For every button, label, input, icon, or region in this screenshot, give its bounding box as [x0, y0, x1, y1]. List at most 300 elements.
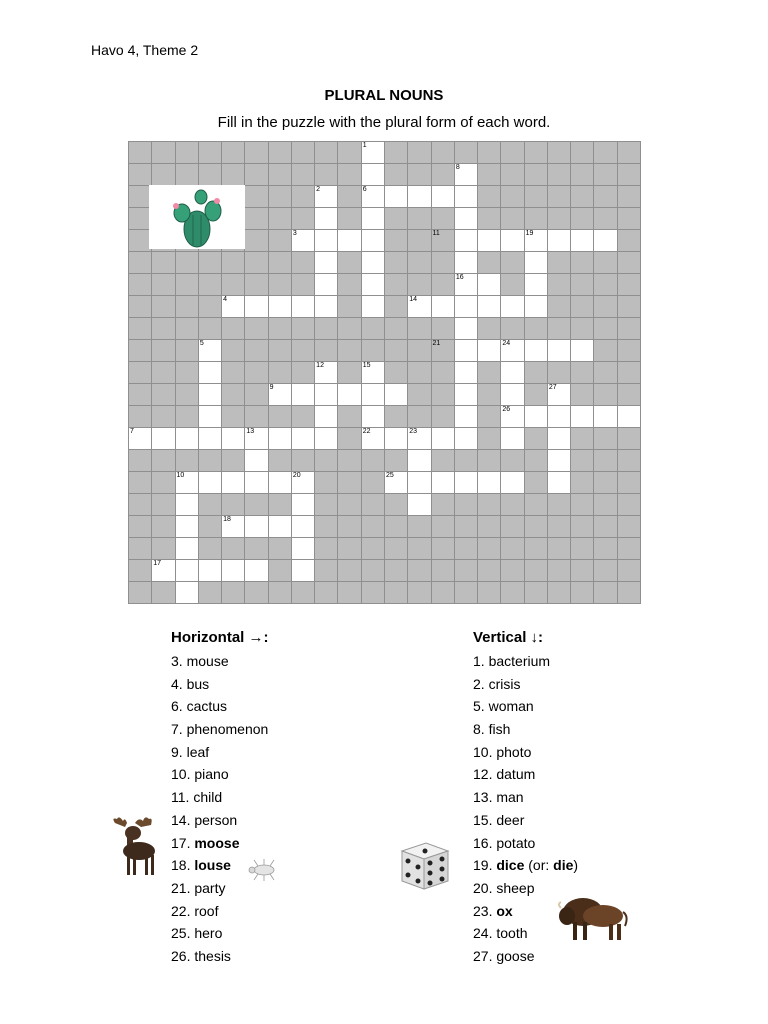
crossword-cell[interactable]	[244, 295, 268, 318]
crossword-block	[524, 427, 548, 450]
crossword-cell[interactable]	[524, 339, 548, 362]
crossword-cell[interactable]	[291, 295, 315, 318]
crossword-block	[361, 515, 385, 538]
crossword-cell[interactable]	[454, 317, 478, 340]
crossword-block	[407, 383, 431, 406]
crossword-block	[500, 515, 524, 538]
crossword-cell[interactable]	[314, 229, 338, 252]
crossword-cell[interactable]	[547, 427, 571, 450]
crossword-block	[407, 537, 431, 560]
crossword-cell[interactable]	[524, 273, 548, 296]
crossword-block	[500, 273, 524, 296]
crossword-block	[500, 559, 524, 582]
crossword-block	[570, 251, 594, 274]
crossword-cell[interactable]	[268, 471, 292, 494]
crossword-block	[407, 515, 431, 538]
crossword-cell[interactable]	[500, 295, 524, 318]
crossword-block	[314, 537, 338, 560]
crossword-block	[268, 207, 292, 230]
crossword-block	[291, 581, 315, 604]
crossword-block	[477, 207, 501, 230]
crossword-cell[interactable]	[198, 383, 222, 406]
crossword-block	[477, 251, 501, 274]
crossword-block	[617, 471, 641, 494]
crossword-cell[interactable]	[454, 207, 478, 230]
crossword-cell[interactable]	[547, 449, 571, 472]
crossword-cell[interactable]	[314, 405, 338, 428]
crossword-cell[interactable]	[314, 295, 338, 318]
crossword-block	[384, 339, 408, 362]
clue-word: bacterium	[488, 653, 551, 669]
crossword-cell[interactable]	[454, 339, 478, 362]
crossword-block	[570, 471, 594, 494]
crossword-cell[interactable]	[500, 229, 524, 252]
crossword-cell[interactable]	[291, 515, 315, 538]
crossword-cell[interactable]	[221, 515, 245, 538]
crossword-block	[547, 493, 571, 516]
clue-number: 14	[409, 296, 418, 303]
crossword-cell[interactable]	[384, 471, 408, 494]
crossword-cell[interactable]	[454, 361, 478, 384]
crossword-cell[interactable]	[500, 405, 524, 428]
crossword-cell[interactable]	[454, 185, 478, 208]
crossword-block	[407, 273, 431, 296]
clue-word: dice	[496, 857, 525, 874]
crossword-block	[384, 295, 408, 318]
crossword-block	[454, 559, 478, 582]
crossword-block	[361, 537, 385, 560]
crossword-block	[384, 251, 408, 274]
crossword-cell[interactable]	[314, 383, 338, 406]
crossword-block	[547, 251, 571, 274]
crossword-block	[221, 581, 245, 604]
clue-number: 17	[153, 560, 162, 567]
crossword-block	[268, 339, 292, 362]
clue-word: deer	[496, 811, 525, 828]
crossword-cell[interactable]	[593, 229, 617, 252]
crossword-block	[314, 559, 338, 582]
crossword-block	[291, 273, 315, 296]
crossword-block	[593, 141, 617, 164]
crossword-block	[477, 361, 501, 384]
clue-number: 18.	[171, 857, 195, 874]
dice-picture	[396, 837, 454, 893]
crossword-cell[interactable]	[361, 361, 385, 384]
crossword-cell[interactable]	[268, 383, 292, 406]
moose-picture	[105, 815, 161, 879]
clue-number: 4.	[171, 675, 187, 692]
crossword-block	[268, 493, 292, 516]
crossword-block	[291, 317, 315, 340]
crossword-block	[244, 405, 268, 428]
crossword-block	[198, 273, 222, 296]
crossword-block	[617, 163, 641, 186]
crossword-block	[500, 581, 524, 604]
crossword-block	[617, 361, 641, 384]
crossword-cell[interactable]	[407, 449, 431, 472]
crossword-block	[547, 207, 571, 230]
crossword-block	[128, 251, 152, 274]
crossword-cell[interactable]	[477, 295, 501, 318]
crossword-cell[interactable]	[454, 295, 478, 318]
crossword-cell[interactable]	[570, 229, 594, 252]
crossword-cell[interactable]	[198, 339, 222, 362]
crossword-block	[151, 163, 175, 186]
crossword-block	[337, 405, 361, 428]
crossword-block	[617, 537, 641, 560]
crossword-cell[interactable]	[384, 427, 408, 450]
crossword-block	[477, 185, 501, 208]
crossword-block	[268, 163, 292, 186]
crossword-cell[interactable]	[268, 427, 292, 450]
crossword-cell[interactable]	[547, 339, 571, 362]
crossword-cell[interactable]	[244, 449, 268, 472]
vertical-clue	[473, 673, 578, 696]
crossword-block	[221, 493, 245, 516]
crossword-block	[384, 273, 408, 296]
crossword-cell[interactable]	[407, 427, 431, 450]
crossword-cell[interactable]	[268, 295, 292, 318]
crossword-cell[interactable]	[407, 185, 431, 208]
clue-number: 17.	[171, 834, 195, 851]
clue-word: man	[496, 789, 524, 806]
crossword-block	[337, 493, 361, 516]
crossword-block	[151, 339, 175, 362]
crossword-cell[interactable]	[314, 273, 338, 296]
crossword-block	[337, 141, 361, 164]
crossword-cell[interactable]	[291, 537, 315, 560]
clue-word: datum	[496, 766, 536, 783]
crossword-block	[361, 581, 385, 604]
crossword-block	[175, 251, 199, 274]
crossword-cell[interactable]	[314, 207, 338, 230]
clue-number: 20.	[473, 879, 497, 896]
crossword-cell[interactable]	[431, 471, 455, 494]
crossword-block	[593, 449, 617, 472]
crossword-block	[547, 537, 571, 560]
crossword-block	[221, 141, 245, 164]
crossword-cell[interactable]	[454, 383, 478, 406]
crossword-block	[570, 383, 594, 406]
crossword-cell[interactable]	[454, 405, 478, 428]
vertical-clue	[473, 741, 578, 764]
crossword-block	[570, 493, 594, 516]
crossword-cell[interactable]	[570, 339, 594, 362]
crossword-block	[244, 251, 268, 274]
clue-word: mouse	[186, 653, 229, 669]
crossword-block	[617, 427, 641, 450]
crossword-cell[interactable]	[291, 471, 315, 494]
crossword-cell[interactable]	[361, 141, 385, 164]
crossword-cell[interactable]	[175, 493, 199, 516]
crossword-block	[524, 493, 548, 516]
crossword-block	[547, 295, 571, 318]
crossword-block	[547, 317, 571, 340]
crossword-block	[407, 317, 431, 340]
crossword-cell[interactable]	[361, 273, 385, 296]
crossword-cell[interactable]	[361, 251, 385, 274]
crossword-block	[128, 405, 152, 428]
crossword-cell[interactable]	[175, 559, 199, 582]
clue-alternative-label: (or:	[524, 857, 554, 874]
crossword-block	[593, 251, 617, 274]
clue-number: 3	[292, 230, 297, 237]
crossword-block	[268, 251, 292, 274]
crossword-cell[interactable]	[175, 427, 199, 450]
clue-word: crisis	[488, 675, 521, 692]
crossword-cell[interactable]	[617, 405, 641, 428]
clue-number: 16.	[473, 834, 497, 851]
crossword-block	[337, 559, 361, 582]
crossword-cell[interactable]	[454, 163, 478, 186]
crossword-block	[268, 273, 292, 296]
crossword-cell[interactable]	[547, 229, 571, 252]
crossword-cell[interactable]	[221, 295, 245, 318]
crossword-block	[198, 515, 222, 538]
crossword-cell[interactable]	[291, 427, 315, 450]
horizontal-clue	[171, 809, 268, 832]
crossword-block	[314, 493, 338, 516]
crossword-block	[221, 361, 245, 384]
vertical-clue	[473, 945, 578, 968]
crossword-cell[interactable]	[361, 207, 385, 230]
crossword-block	[524, 207, 548, 230]
crossword-block	[128, 537, 152, 560]
crossword-block	[384, 537, 408, 560]
crossword-block	[617, 449, 641, 472]
crossword-cell[interactable]	[500, 361, 524, 384]
crossword-block	[128, 449, 152, 472]
clue-word: ox	[496, 902, 513, 919]
crossword-cell[interactable]	[244, 427, 268, 450]
crossword-cell[interactable]	[477, 273, 501, 296]
crossword-cell[interactable]	[593, 405, 617, 428]
crossword-cell[interactable]	[314, 427, 338, 450]
crossword-block	[570, 361, 594, 384]
clue-word: bus	[186, 675, 210, 692]
crossword-cell[interactable]	[361, 163, 385, 186]
crossword-cell[interactable]	[198, 405, 222, 428]
crossword-cell[interactable]	[500, 339, 524, 362]
crossword-block	[221, 383, 245, 406]
crossword-block	[128, 317, 152, 340]
crossword-cell[interactable]	[244, 471, 268, 494]
crossword-block	[268, 141, 292, 164]
crossword-cell[interactable]	[431, 427, 455, 450]
crossword-cell[interactable]	[454, 229, 478, 252]
crossword-block	[151, 141, 175, 164]
crossword-block	[524, 383, 548, 406]
crossword-cell[interactable]	[337, 383, 361, 406]
crossword-block	[314, 339, 338, 362]
crossword-block	[500, 537, 524, 560]
crossword-cell[interactable]	[314, 251, 338, 274]
crossword-cell[interactable]	[524, 229, 548, 252]
crossword-cell[interactable]	[361, 427, 385, 450]
crossword-cell[interactable]	[547, 405, 571, 428]
vertical-clue	[473, 809, 578, 832]
crossword-cell[interactable]	[198, 361, 222, 384]
crossword-cell[interactable]	[477, 339, 501, 362]
crossword-block	[384, 581, 408, 604]
crossword-block	[431, 405, 455, 428]
crossword-cell[interactable]	[175, 471, 199, 494]
crossword-block	[617, 141, 641, 164]
crossword-cell[interactable]	[198, 471, 222, 494]
crossword-block	[384, 141, 408, 164]
crossword-cell[interactable]	[454, 273, 478, 296]
crossword-cell[interactable]	[361, 295, 385, 318]
crossword-block	[268, 229, 292, 252]
horizontal-clue	[171, 945, 268, 968]
crossword-cell[interactable]	[175, 515, 199, 538]
crossword-cell[interactable]	[361, 229, 385, 252]
crossword-block	[384, 515, 408, 538]
crossword-cell[interactable]	[268, 515, 292, 538]
crossword-block	[221, 339, 245, 362]
crossword-cell[interactable]	[500, 427, 524, 450]
horizontal-clue	[171, 922, 268, 945]
clue-number: 13.	[473, 789, 497, 806]
crossword-cell[interactable]	[198, 559, 222, 582]
crossword-block	[431, 537, 455, 560]
crossword-cell[interactable]	[431, 295, 455, 318]
crossword-cell[interactable]	[454, 471, 478, 494]
crossword-cell[interactable]	[314, 361, 338, 384]
crossword-cell[interactable]	[500, 383, 524, 406]
clue-number: 14.	[171, 811, 195, 828]
crossword-block	[593, 493, 617, 516]
crossword-block	[128, 471, 152, 494]
crossword-cell[interactable]	[291, 493, 315, 516]
crossword-block	[524, 141, 548, 164]
crossword-block	[500, 207, 524, 230]
clue-number: 5	[199, 340, 204, 347]
crossword-block	[314, 471, 338, 494]
crossword-block	[151, 493, 175, 516]
crossword-block	[175, 383, 199, 406]
clue-word: phenomenon	[186, 721, 269, 738]
crossword-cell[interactable]	[384, 185, 408, 208]
crossword-block	[524, 471, 548, 494]
clue-number: 26.	[171, 947, 195, 964]
crossword-cell[interactable]	[291, 229, 315, 252]
crossword-cell[interactable]	[524, 295, 548, 318]
crossword-cell[interactable]	[244, 559, 268, 582]
crossword-block	[384, 229, 408, 252]
crossword-cell[interactable]	[361, 405, 385, 428]
crossword-block	[151, 295, 175, 318]
crossword-cell[interactable]	[221, 471, 245, 494]
crossword-block	[593, 207, 617, 230]
crossword-cell[interactable]	[524, 405, 548, 428]
clue-number: 12.	[473, 766, 497, 783]
crossword-block	[547, 581, 571, 604]
crossword-block	[384, 493, 408, 516]
crossword-cell[interactable]	[128, 427, 152, 450]
crossword-cell[interactable]	[151, 559, 175, 582]
crossword-cell[interactable]	[361, 383, 385, 406]
crossword-cell[interactable]	[547, 471, 571, 494]
clue-number: 11	[432, 230, 440, 237]
clue-word: hero	[194, 925, 223, 942]
crossword-cell[interactable]	[291, 383, 315, 406]
crossword-block	[175, 361, 199, 384]
crossword-cell[interactable]	[454, 251, 478, 274]
crossword-cell[interactable]	[454, 427, 478, 450]
crossword-cell[interactable]	[477, 229, 501, 252]
crossword-cell[interactable]	[151, 427, 175, 450]
crossword-block	[337, 185, 361, 208]
clue-number: 5.	[473, 698, 489, 715]
clue-number: 3.	[171, 653, 187, 669]
crossword-block	[524, 537, 548, 560]
crossword-cell[interactable]	[407, 471, 431, 494]
crossword-block	[524, 185, 548, 208]
crossword-block	[128, 361, 152, 384]
crossword-block	[431, 339, 455, 362]
crossword-cell[interactable]	[244, 515, 268, 538]
crossword-block	[570, 163, 594, 186]
crossword-cell[interactable]	[314, 185, 338, 208]
crossword-block	[431, 207, 455, 230]
crossword-block	[314, 515, 338, 538]
crossword-block	[128, 141, 152, 164]
crossword-cell[interactable]	[500, 471, 524, 494]
crossword-cell[interactable]	[175, 537, 199, 560]
crossword-cell[interactable]	[291, 559, 315, 582]
crossword-block	[617, 295, 641, 318]
crossword-cell[interactable]	[221, 427, 245, 450]
crossword-block	[268, 405, 292, 428]
crossword-block	[175, 163, 199, 186]
crossword-cell[interactable]	[547, 383, 571, 406]
crossword-cell[interactable]	[384, 383, 408, 406]
crossword-cell[interactable]	[175, 581, 199, 604]
crossword-block	[617, 317, 641, 340]
crossword-block	[570, 559, 594, 582]
crossword-cell[interactable]	[198, 427, 222, 450]
crossword-block	[500, 449, 524, 472]
crossword-block	[431, 273, 455, 296]
crossword-cell[interactable]	[524, 251, 548, 274]
clue-number: 4	[223, 296, 227, 303]
crossword-cell[interactable]	[570, 405, 594, 428]
crossword-cell[interactable]	[477, 471, 501, 494]
crossword-cell[interactable]	[361, 185, 385, 208]
crossword-block	[593, 361, 617, 384]
crossword-block	[128, 339, 152, 362]
crossword-block	[175, 141, 199, 164]
crossword-cell[interactable]	[221, 559, 245, 582]
clue-number: 25.	[171, 925, 195, 942]
crossword-block	[454, 449, 478, 472]
crossword-cell[interactable]	[407, 493, 431, 516]
crossword-cell[interactable]	[431, 185, 455, 208]
crossword-block	[128, 163, 152, 186]
crossword-block	[593, 581, 617, 604]
crossword-block	[593, 383, 617, 406]
clue-alternative-close: )	[573, 857, 579, 874]
crossword-block	[431, 515, 455, 538]
crossword-block	[384, 361, 408, 384]
crossword-block	[314, 449, 338, 472]
crossword-cell[interactable]	[407, 295, 431, 318]
clue-number: 9.	[171, 743, 187, 760]
crossword-block	[221, 251, 245, 274]
clue-word: piano	[194, 766, 229, 783]
crossword-cell[interactable]	[337, 229, 361, 252]
